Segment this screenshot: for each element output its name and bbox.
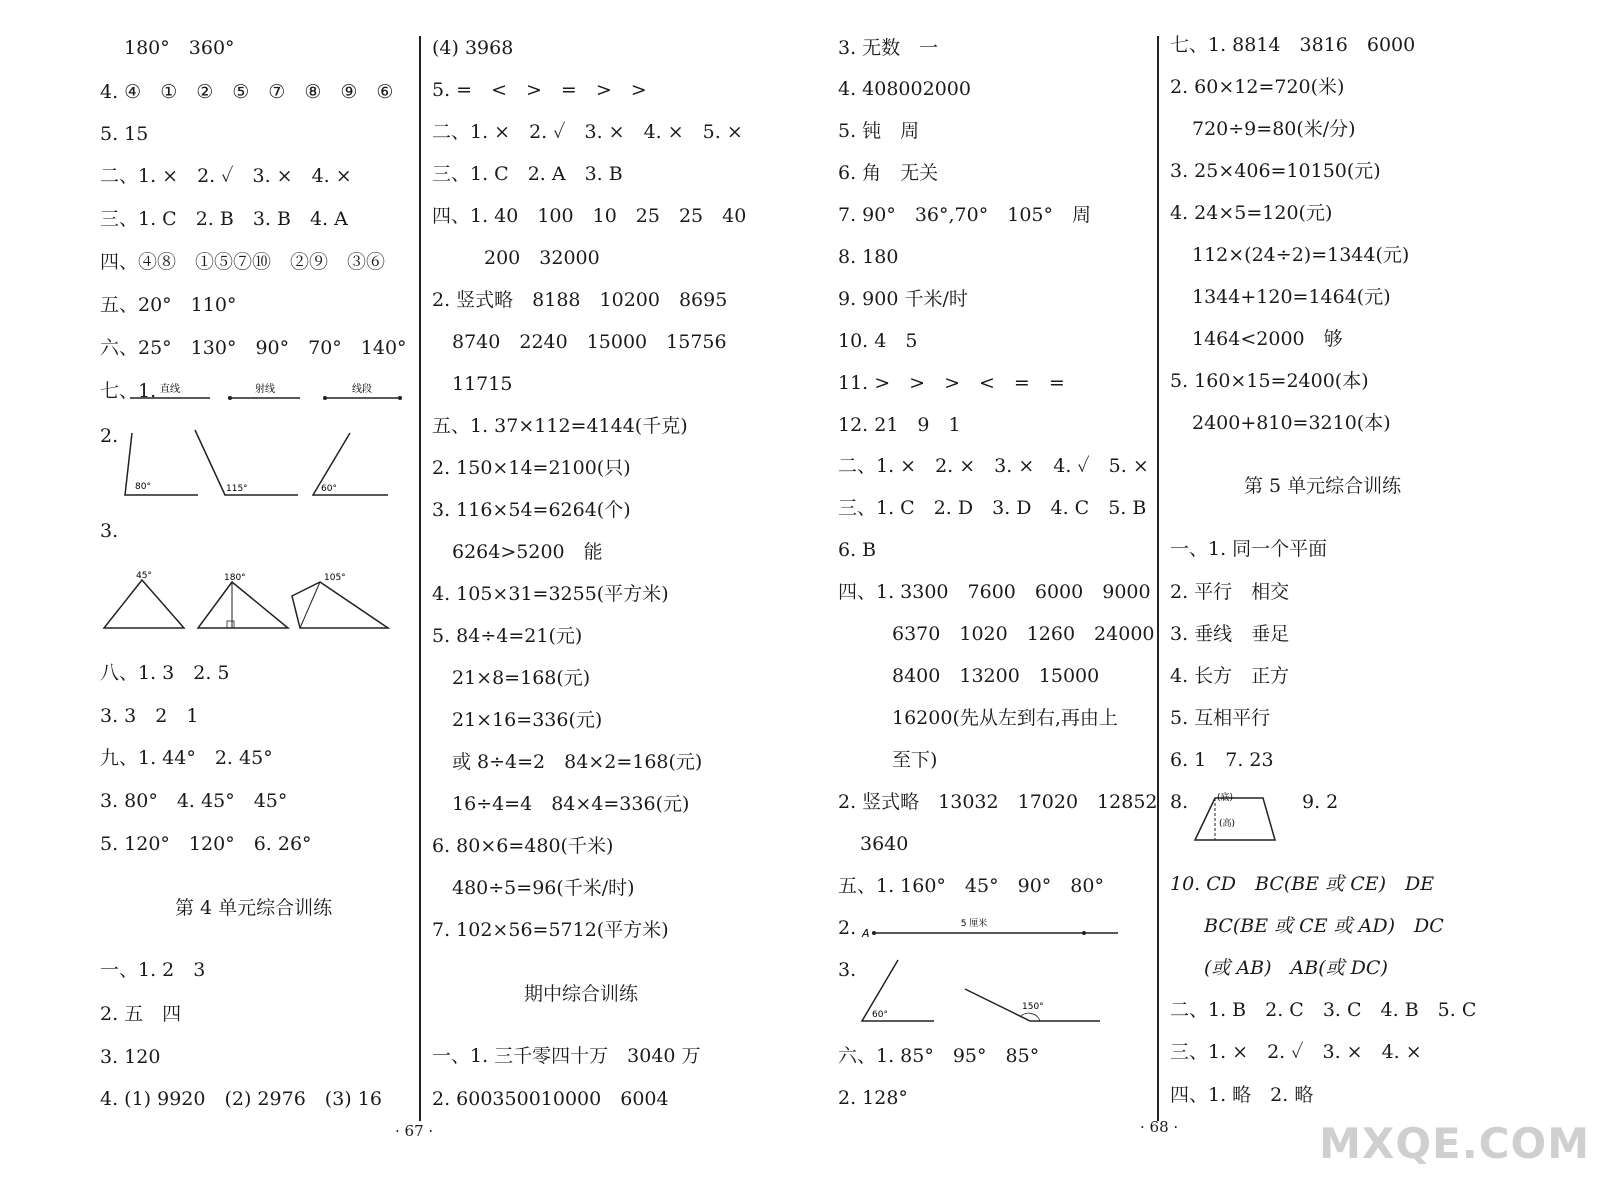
- answer-line: 1344+120=1464(元): [1192, 286, 1391, 308]
- angle-label: 150°: [1022, 1002, 1044, 1012]
- answer-line: 2. 竖式略 13032 17020 12852: [838, 791, 1158, 813]
- answer-line: 5. 120° 120° 6. 26°: [100, 833, 312, 855]
- answer-line: 2. 竖式略 8188 10200 8695: [432, 289, 728, 311]
- answer-line: 16÷4=4 84×4=336(元): [452, 793, 690, 815]
- answer-line: 2. 五 四: [100, 1003, 182, 1025]
- column-divider: [1157, 36, 1159, 1121]
- answer-line: 五、1. 160° 45° 90° 80°: [838, 875, 1104, 897]
- answer-line: 3.: [838, 959, 857, 981]
- answer-line: 六、1. 85° 95° 85°: [838, 1045, 1040, 1067]
- angle-label: 60°: [872, 1010, 888, 1020]
- angle-label: 180°: [224, 573, 246, 583]
- answer-line: 5. 84÷4=21(元): [432, 625, 583, 647]
- page-number-right: · 68 ·: [1140, 1118, 1179, 1136]
- answer-line: 9. 2: [1302, 791, 1339, 813]
- answer-line: 2. 600350010000 6004: [432, 1088, 669, 1110]
- answer-line: 七、1. 8814 3816 6000: [1170, 34, 1416, 56]
- answer-line: 五、1. 37×112=4144(千克): [432, 415, 688, 437]
- answer-line: 8.: [1170, 791, 1189, 813]
- length-label: 5 厘米: [960, 919, 988, 929]
- page-number-left: · 67 ·: [395, 1122, 434, 1140]
- answer-line: 八、1. 3 2. 5: [100, 662, 230, 684]
- answer-line: 3. 垂线 垂足: [1170, 623, 1290, 645]
- angle-label: 45°: [136, 571, 152, 581]
- segment-figure: [862, 915, 1122, 945]
- answer-line: 200 32000: [484, 247, 600, 269]
- answer-line: 720÷9=80(米/分): [1192, 118, 1356, 140]
- answer-line: 三、1. × 2. ✓ 3. × 4. ×: [1170, 1041, 1422, 1063]
- answer-line: 一、1. 2 3: [100, 959, 206, 981]
- answer-line: 2.: [838, 917, 857, 939]
- answer-line: 4. (1) 9920 (2) 2976 (3) 16: [100, 1088, 382, 1110]
- ray-label: 射线: [255, 384, 275, 395]
- answer-line: (或 AB) AB(或 DC): [1204, 957, 1388, 979]
- answer-line: 七、1.: [100, 380, 157, 402]
- answer-line: 6264>5200 能: [452, 541, 603, 563]
- answer-line: 8400 13200 15000: [892, 665, 1100, 687]
- section-heading: 第 4 单元综合训练: [175, 897, 333, 919]
- line-types-figure: [130, 378, 380, 408]
- answer-line: 六、25° 130° 90° 70° 140°: [100, 337, 407, 359]
- answer-line: 11715: [452, 373, 513, 395]
- answer-line: 4. 105×31=3255(平方米): [432, 583, 669, 605]
- column-divider: [419, 36, 421, 1121]
- section-heading: 期中综合训练: [524, 983, 639, 1005]
- answer-line: 5. = < > = > >: [432, 79, 647, 101]
- answer-line: 或 8÷4=2 84×2=168(元): [452, 751, 703, 773]
- answer-line: BC(BE 或 CE 或 AD) DC: [1204, 915, 1444, 937]
- answer-line: 3. 116×54=6264(个): [432, 499, 631, 521]
- answer-line: 3. 25×406=10150(元): [1170, 160, 1381, 182]
- answer-line: 5. 钝 周: [838, 120, 920, 142]
- answer-line: 三、1. C 2. D 3. D 4. C 5. B: [838, 497, 1147, 519]
- segment-label: 线段: [352, 384, 372, 395]
- answer-line: 4. 24×5=120(元): [1170, 202, 1333, 224]
- answer-line: 4. 长方 正方: [1170, 665, 1290, 687]
- answer-line: 2. 平行 相交: [1170, 581, 1290, 603]
- answer-line: 8. 180: [838, 246, 899, 268]
- answer-line: 3. 120: [100, 1046, 161, 1068]
- answer-line: 九、1. 44° 2. 45°: [100, 747, 273, 769]
- base-label: (底): [1217, 793, 1234, 803]
- answer-line: 三、1. C 2. A 3. B: [432, 163, 623, 185]
- angle-label: 105°: [324, 573, 346, 583]
- answer-line: 3. 80° 4. 45° 45°: [100, 790, 288, 812]
- answer-line: 4. ④ ① ② ⑤ ⑦ ⑧ ⑨ ⑥: [100, 81, 394, 103]
- answer-line: 112×(24÷2)=1344(元): [1192, 244, 1410, 266]
- answer-line: 至下): [892, 749, 938, 771]
- answer-line: 6370 1020 1260 24000: [892, 623, 1155, 645]
- answer-line: 9. 900 千米/时: [838, 288, 968, 310]
- answer-line: 6. 1 7. 23: [1170, 749, 1274, 771]
- answer-line: 7. 102×56=5712(平方米): [432, 919, 669, 941]
- answer-line: 4. 408002000: [838, 78, 971, 100]
- answer-line: (4) 3968: [432, 37, 514, 59]
- answer-line: 1464<2000 够: [1192, 328, 1343, 350]
- angle-label: 115°: [226, 484, 248, 494]
- answer-line: 480÷5=96(千米/时): [452, 877, 635, 899]
- answer-line: 四、1. 略 2. 略: [1170, 1084, 1314, 1106]
- answer-line: 6. 角 无关: [838, 162, 939, 184]
- answer-line: 3.: [100, 520, 119, 542]
- answer-line: 10. 4 5: [838, 330, 918, 352]
- answer-line: 三、1. C 2. B 3. B 4. A: [100, 208, 348, 230]
- parallelogram-figure: [1193, 792, 1293, 852]
- answer-line: 3640: [860, 833, 909, 855]
- line-label: 直线: [160, 384, 180, 395]
- answer-line: 6. B: [838, 539, 877, 561]
- answer-line: 10. CD BC(BE 或 CE) DE: [1170, 873, 1435, 895]
- answer-line: 一、1. 三千零四十万 3040 万: [432, 1045, 701, 1067]
- answer-line: 180° 360°: [124, 37, 235, 59]
- triangles-figure-q3: [102, 568, 402, 638]
- answer-line: 5. 互相平行: [1170, 707, 1271, 729]
- answer-line: 一、1. 同一个平面: [1170, 538, 1328, 560]
- watermark-logo: MXQE.COM: [1319, 1119, 1590, 1168]
- answer-line: 8740 2240 15000 15756: [452, 331, 727, 353]
- answer-line: 四、1. 3300 7600 6000 9000: [838, 581, 1151, 603]
- answer-line: 2.: [100, 425, 119, 447]
- point-label: A: [862, 927, 870, 940]
- answer-line: 二、1. B 2. C 3. C 4. B 5. C: [1170, 999, 1477, 1021]
- answer-line: 二、1. × 2. ✓ 3. × 4. ×: [100, 165, 352, 187]
- answer-line: 3. 无数 一: [838, 37, 939, 59]
- section-heading: 第 5 单元综合训练: [1244, 475, 1402, 497]
- angle-label: 60°: [321, 484, 337, 494]
- answer-line: 12. 21 9 1: [838, 414, 961, 436]
- answer-line: 16200(先从左到右,再由上: [892, 707, 1118, 729]
- answer-line: 2. 150×14=2100(只): [432, 457, 631, 479]
- height-label: (高): [1219, 819, 1236, 829]
- answer-line: 11. > > > < = =: [838, 372, 1065, 394]
- answer-line: 二、1. × 2. ✓ 3. × 4. × 5. ×: [432, 121, 743, 143]
- answer-line: 3. 3 2 1: [100, 705, 199, 727]
- answer-line: 21×8=168(元): [452, 667, 591, 689]
- answer-line: 5. 15: [100, 123, 149, 145]
- answer-line: 二、1. × 2. × 3. × 4. ✓ 5. ×: [838, 455, 1149, 477]
- answer-line: 2. 60×12=720(米): [1170, 76, 1345, 98]
- answer-line: 四、1. 40 100 10 25 25 40: [432, 205, 747, 227]
- answer-line: 2. 128°: [838, 1087, 908, 1109]
- answer-line: 6. 80×6=480(千米): [432, 835, 614, 857]
- answer-line: 7. 90° 36°,70° 105° 周: [838, 204, 1092, 226]
- angle-label: 80°: [135, 482, 151, 492]
- answer-line: 2400+810=3210(本): [1192, 412, 1391, 434]
- angles-figure-q2: [120, 425, 400, 500]
- answer-line: 五、20° 110°: [100, 294, 237, 316]
- answer-line: 21×16=336(元): [452, 709, 603, 731]
- answer-line: 5. 160×15=2400(本): [1170, 370, 1369, 392]
- angles-figure-midterm: [860, 955, 1110, 1025]
- answer-line: 四、④⑧ ①⑤⑦⑩ ②⑨ ③⑥: [100, 251, 386, 273]
